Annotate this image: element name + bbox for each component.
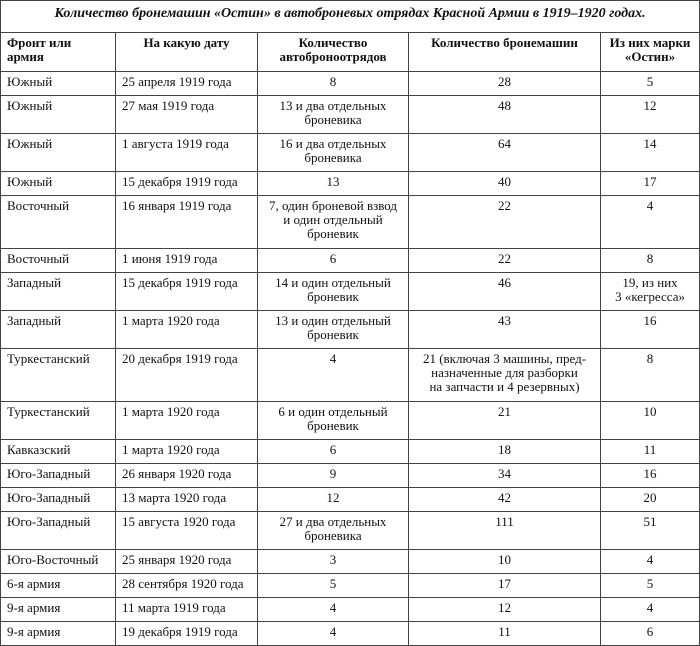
header-detachments: Количество автоброноотрядов — [258, 33, 409, 72]
cell-front: Юго-Западный — [1, 488, 116, 512]
table-row — [1, 72, 700, 96]
cell-date: 1 августа 1919 года — [116, 134, 258, 172]
cell-detachments: 4 — [258, 349, 409, 402]
table-row — [1, 249, 700, 273]
cell-detachments: 7, один броневой взвод и один отдельный броневик — [258, 196, 409, 249]
cell-date: 25 января 1920 года — [116, 550, 258, 574]
cell-armored-cars: 42 — [409, 488, 601, 512]
cell-armored-cars: 22 — [409, 196, 601, 249]
cell-armored-cars: 64 — [409, 134, 601, 172]
table-row — [1, 96, 700, 134]
cell-detachments: 12 — [258, 488, 409, 512]
cell-detachments: 4 — [258, 622, 409, 646]
cell-date: 1 марта 1920 года — [116, 440, 258, 464]
cell-detachments: 13 и один отдельный броневик — [258, 311, 409, 349]
header-row — [1, 33, 700, 72]
cell-detachments: 3 — [258, 550, 409, 574]
cell-front: Туркестанский — [1, 402, 116, 440]
cell-detachments: 8 — [258, 72, 409, 96]
cell-austin-count: 51 — [601, 512, 700, 550]
cell-date: 15 декабря 1919 года — [116, 172, 258, 196]
cell-detachments: 13 и два отдельных броневика — [258, 96, 409, 134]
cell-date: 16 января 1919 года — [116, 196, 258, 249]
table-row — [1, 440, 700, 464]
cell-armored-cars: 28 — [409, 72, 601, 96]
table-row — [1, 488, 700, 512]
cell-front: Кавказский — [1, 440, 116, 464]
cell-date: 1 марта 1920 года — [116, 402, 258, 440]
cell-front: Восточный — [1, 196, 116, 249]
header-austin-count: Из них марки «Остин» — [601, 33, 700, 72]
cell-austin-count: 12 — [601, 96, 700, 134]
table-row — [1, 574, 700, 598]
table-row — [1, 134, 700, 172]
cell-front: Южный — [1, 96, 116, 134]
cell-date: 1 июня 1919 года — [116, 249, 258, 273]
cell-date: 13 марта 1920 года — [116, 488, 258, 512]
table-body — [1, 72, 700, 646]
cell-front: 9-я армия — [1, 598, 116, 622]
cell-date: 27 мая 1919 года — [116, 96, 258, 134]
cell-date: 19 декабря 1919 года — [116, 622, 258, 646]
cell-date: 25 апреля 1919 года — [116, 72, 258, 96]
cell-detachments: 9 — [258, 464, 409, 488]
cell-armored-cars: 17 — [409, 574, 601, 598]
cell-armored-cars: 34 — [409, 464, 601, 488]
cell-front: Туркестанский — [1, 349, 116, 402]
cell-armored-cars: 12 — [409, 598, 601, 622]
cell-armored-cars: 22 — [409, 249, 601, 273]
table-row — [1, 464, 700, 488]
cell-austin-count: 17 — [601, 172, 700, 196]
cell-date: 15 декабря 1919 года — [116, 273, 258, 311]
cell-austin-count: 6 — [601, 622, 700, 646]
cell-armored-cars: 40 — [409, 172, 601, 196]
cell-austin-count: 4 — [601, 196, 700, 249]
table-row — [1, 550, 700, 574]
cell-armored-cars: 11 — [409, 622, 601, 646]
cell-detachments: 14 и один отдельный броневик — [258, 273, 409, 311]
cell-armored-cars: 46 — [409, 273, 601, 311]
cell-front: Западный — [1, 311, 116, 349]
header-date: На какую дату — [116, 33, 258, 72]
table-row — [1, 349, 700, 402]
cell-armored-cars: 21 (включая 3 машины, пред- назначенные для разборки на запчасти и 4 резервных) — [409, 349, 601, 402]
cell-front: 6-я армия — [1, 574, 116, 598]
table-title: Количество бронемашин «Остин» в автоброневых отрядах Красной Армии в 1919–1920 годах. — [1, 1, 700, 33]
cell-austin-count: 20 — [601, 488, 700, 512]
cell-date: 1 марта 1920 года — [116, 311, 258, 349]
cell-armored-cars: 43 — [409, 311, 601, 349]
cell-detachments: 6 — [258, 440, 409, 464]
cell-detachments: 13 — [258, 172, 409, 196]
cell-detachments: 16 и два отдельных броневика — [258, 134, 409, 172]
table-row — [1, 196, 700, 249]
cell-front: Западный — [1, 273, 116, 311]
cell-detachments: 5 — [258, 574, 409, 598]
cell-date: 26 января 1920 года — [116, 464, 258, 488]
cell-armored-cars: 21 — [409, 402, 601, 440]
cell-front: Восточный — [1, 249, 116, 273]
cell-date: 11 марта 1919 года — [116, 598, 258, 622]
cell-detachments: 6 — [258, 249, 409, 273]
cell-austin-count: 4 — [601, 598, 700, 622]
cell-armored-cars: 18 — [409, 440, 601, 464]
table-row — [1, 311, 700, 349]
cell-austin-count: 5 — [601, 72, 700, 96]
cell-austin-count: 8 — [601, 249, 700, 273]
cell-front: Южный — [1, 172, 116, 196]
cell-austin-count: 11 — [601, 440, 700, 464]
cell-austin-count: 10 — [601, 402, 700, 440]
table-row — [1, 273, 700, 311]
header-armored-cars: Количество бронемашин — [409, 33, 601, 72]
cell-detachments: 6 и один отдельный броневик — [258, 402, 409, 440]
cell-austin-count: 19, из них 3 «кегресса» — [601, 273, 700, 311]
cell-armored-cars: 111 — [409, 512, 601, 550]
cell-austin-count: 5 — [601, 574, 700, 598]
cell-date: 20 декабря 1919 года — [116, 349, 258, 402]
cell-front: Южный — [1, 72, 116, 96]
cell-armored-cars: 48 — [409, 96, 601, 134]
cell-detachments: 4 — [258, 598, 409, 622]
cell-date: 15 августа 1920 года — [116, 512, 258, 550]
table-row — [1, 172, 700, 196]
cell-austin-count: 14 — [601, 134, 700, 172]
table-row — [1, 598, 700, 622]
table-row — [1, 402, 700, 440]
cell-front: Юго-Восточный — [1, 550, 116, 574]
cell-front: Юго-Западный — [1, 512, 116, 550]
cell-detachments: 27 и два отдельных броневика — [258, 512, 409, 550]
cell-front: Юго-Западный — [1, 464, 116, 488]
cell-austin-count: 16 — [601, 464, 700, 488]
cell-date: 28 сентября 1920 года — [116, 574, 258, 598]
cell-austin-count: 8 — [601, 349, 700, 402]
cell-austin-count: 16 — [601, 311, 700, 349]
header-front: Фронт или армия — [1, 33, 116, 72]
table-row — [1, 512, 700, 550]
cell-front: 9-я армия — [1, 622, 116, 646]
cell-front: Южный — [1, 134, 116, 172]
table-row — [1, 622, 700, 646]
cell-austin-count: 4 — [601, 550, 700, 574]
cell-armored-cars: 10 — [409, 550, 601, 574]
